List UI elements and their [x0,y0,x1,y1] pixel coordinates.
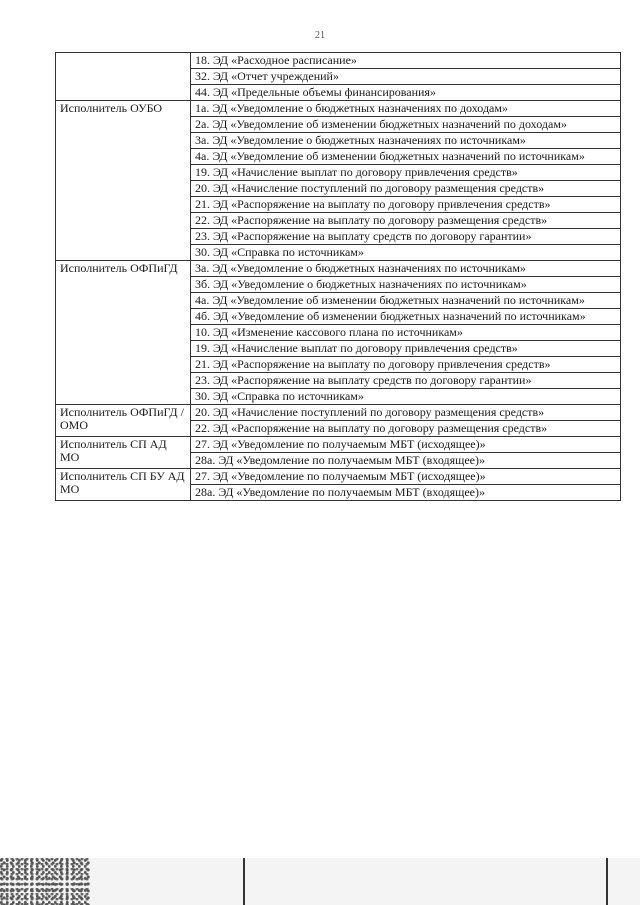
executor-cell [56,53,191,101]
document-item-cell: 18. ЭД «Расходное расписание» [191,53,621,69]
table-body [56,53,621,501]
document-item-cell: 21. ЭД «Распоряжение на выплату по договору привлечения средств» [191,197,621,213]
scan-edge-strip [0,858,640,905]
document-item-cell: 20. ЭД «Начисление поступлений по договору размещения средств» [191,181,621,197]
document-item-cell: 4а. ЭД «Уведомление об изменении бюджетных назначений по источникам» [191,293,621,309]
executor-cell: Исполнитель ОФПиГД [56,261,191,405]
document-item-cell: 28а. ЭД «Уведомление по получаемым МБТ (входящее)» [191,453,621,469]
document-item-cell: 4б. ЭД «Уведомление об изменении бюджетных назначений по источникам» [191,309,621,325]
executor-cell: Исполнитель СП АД МО [56,437,191,469]
executor-cell: Исполнитель ОУБО [56,101,191,261]
document-item-cell: 10. ЭД «Изменение кассового плана по источникам» [191,325,621,341]
executor-cell: Исполнитель ОФПиГД / ОМО [56,405,191,437]
document-item-cell: 27. ЭД «Уведомление по получаемым МБТ (исходящее)» [191,469,621,485]
document-item-cell: 21. ЭД «Распоряжение на выплату по договору привлечения средств» [191,357,621,373]
scan-noise [0,858,90,905]
document-item-cell: 23. ЭД «Распоряжение на выплату средств по договору гарантии» [191,229,621,245]
executor-cell: Исполнитель СП БУ АД МО [56,469,191,501]
document-item-cell: 19. ЭД «Начисление выплат по договору привлечения средств» [191,165,621,181]
table-row [56,405,621,421]
document-item-cell: 19. ЭД «Начисление выплат по договору привлечения средств» [191,341,621,357]
table-row [56,261,621,277]
document-item-cell: 30. ЭД «Справка по источникам» [191,389,621,405]
document-item-cell: 4а. ЭД «Уведомление об изменении бюджетных назначений по источникам» [191,149,621,165]
document-item-cell: 3б. ЭД «Уведомление о бюджетных назначениях по источникам» [191,277,621,293]
document-item-cell: 30. ЭД «Справка по источникам» [191,245,621,261]
document-item-cell: 3а. ЭД «Уведомление о бюджетных назначениях по источникам» [191,133,621,149]
table-row [56,101,621,117]
document-item-cell: 23. ЭД «Распоряжение на выплату средств по договору гарантии» [191,373,621,389]
responsibility-table [55,52,621,501]
table-row [56,469,621,485]
page-number: 21 [315,30,325,41]
table-row [56,53,621,69]
document-item-cell: 44. ЭД «Предельные объемы финансирования» [191,85,621,101]
document-item-cell: 27. ЭД «Уведомление по получаемым МБТ (исходящее)» [191,437,621,453]
document-item-cell: 2а. ЭД «Уведомление об изменении бюджетных назначений по доходам» [191,117,621,133]
scan-edge-line [243,858,245,905]
document-item-cell: 1а. ЭД «Уведомление о бюджетных назначениях по доходам» [191,101,621,117]
document-item-cell: 22. ЭД «Распоряжение на выплату по договору размещения средств» [191,213,621,229]
document-item-cell: 22. ЭД «Распоряжение на выплату по договору размещения средств» [191,421,621,437]
document-item-cell: 3а. ЭД «Уведомление о бюджетных назначениях по источникам» [191,261,621,277]
table-row [56,437,621,453]
document-item-cell: 28а. ЭД «Уведомление по получаемым МБТ (входящее)» [191,485,621,501]
document-item-cell: 32. ЭД «Отчет учреждений» [191,69,621,85]
scan-edge-line [606,858,608,905]
document-item-cell: 20. ЭД «Начисление поступлений по договору размещения средств» [191,405,621,421]
